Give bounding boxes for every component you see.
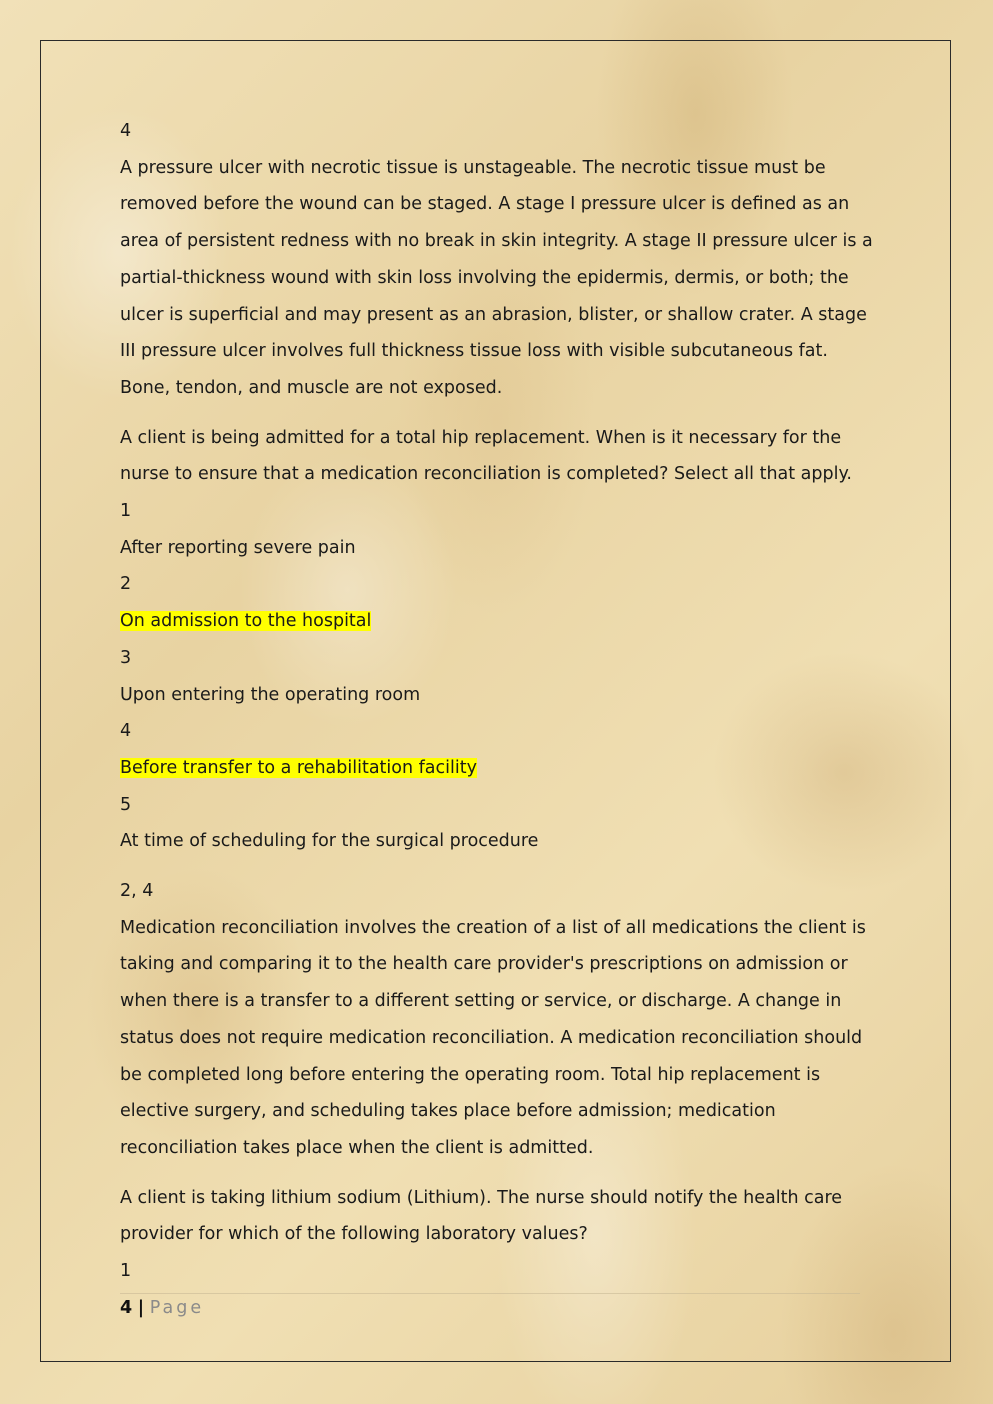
option-number: 1: [120, 501, 132, 522]
option-number: 2: [120, 574, 132, 595]
paragraph: A client is taking lithium sodium (Lithium). The nurse should notify the health care provider for which of the following laboratory values?: [120, 1187, 843, 1245]
option-number: 1: [120, 1261, 132, 1282]
document-body: [120, 113, 876, 1290]
page-footer: [120, 1293, 204, 1323]
paragraph: A client is being admitted for a total hip replacement. When is it necessary for the nurse to ensure that a medication reconciliation is completed? Select all that apply.: [120, 427, 852, 485]
text-line: Upon entering the operating room: [120, 684, 421, 705]
text-line: [120, 750, 876, 787]
highlighted-answer: On admission to the hospital: [120, 611, 372, 632]
option-number: 3: [120, 647, 132, 668]
option-number: 5: [120, 794, 132, 815]
footer-divider: [120, 1293, 860, 1294]
footer-page-number: 4: [120, 1298, 133, 1318]
text-line: [120, 603, 876, 640]
highlighted-answer: Before transfer to a rehabilitation facility: [120, 757, 477, 778]
text-line: After reporting severe pain: [120, 537, 356, 558]
paragraph: A pressure ulcer with necrotic tissue is unstageable. The necrotic tissue must be removed before the wound can be staged. A stage I pressure ulcer is defined as an area of persistent redness with no break in skin integrity. A stage II pressure ulcer is a partial-thickness wound with skin loss involving the epidermis, dermis, or both; the ulcer is superficial and may present as an abrasion, blister, or shallow crater. A stage III pressure ulcer involves full thickness tissue loss with visible subcutaneous fat. Bone, tendon, and muscle are not exposed.: [120, 157, 873, 398]
option-number: 2, 4: [120, 881, 154, 902]
footer-page-label: Page: [149, 1298, 205, 1318]
option-number: 4: [120, 121, 132, 141]
paragraph-spacer: [120, 407, 876, 420]
text-line: At time of scheduling for the surgical procedure: [120, 831, 539, 852]
paragraph: Medication reconciliation involves the creation of a list of all medications the client is taking and comparing it to the health care provider's prescriptions on admission or when there is a transfer to a different setting or service, or discharge. A change in status does not require medication reconciliation. A medication reconciliation should be completed long before entering the operating room. Total hip replacement is elective surgery, and scheduling takes place before admission; medication reconciliation takes place when the client is admitted.: [120, 917, 866, 1158]
footer-separator: |: [137, 1298, 145, 1318]
paragraph-spacer: [120, 1167, 876, 1180]
option-number: 4: [120, 721, 132, 742]
paragraph-spacer: [120, 860, 876, 873]
